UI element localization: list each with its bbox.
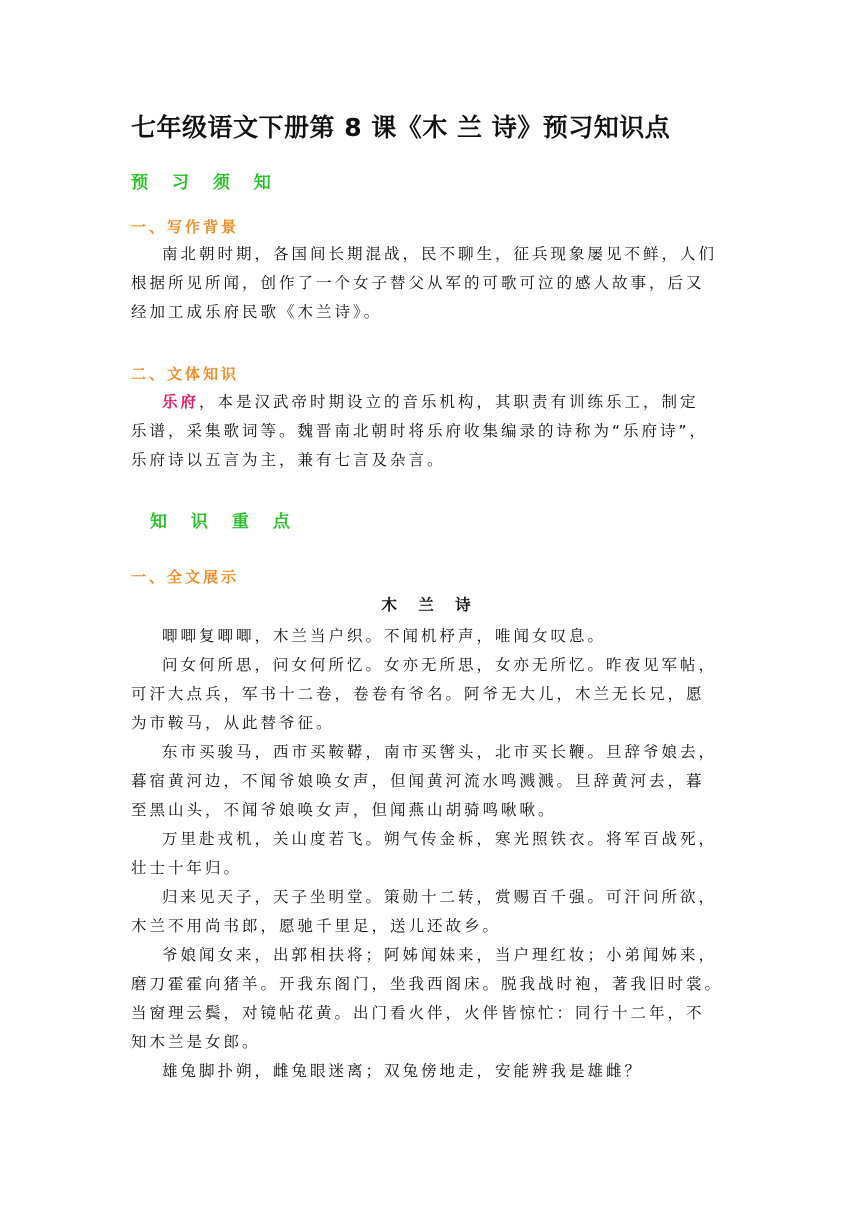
text-line: 经加工成乐府民歌《木兰诗》。: [131, 303, 383, 321]
poem-line: 东市买骏马，西市买鞍鞯，南市买辔头，北市买长鞭。旦辞爷娘去，: [162, 743, 718, 761]
text-line: 乐谱，采集歌词等。魏晋南北朝时将乐府收集编录的诗称为“乐府诗”，: [131, 422, 709, 440]
poem-line: 至黑山头，不闻爷娘唤女声，但闻燕山胡骑鸣啾啾。: [131, 801, 557, 819]
document-title: 七年级语文下册第 8 课《木 兰 诗》预习知识点: [131, 113, 671, 142]
poem-line: 壮士十年归。: [131, 859, 243, 877]
heading-writing-background: 一、写作背景: [131, 218, 240, 236]
poem-line: 万里赴戎机，关山度若飞。朔气传金柝，寒光照铁衣。将军百战死，: [162, 830, 718, 848]
text-line: 根据所见所闻，创作了一个女子替父从军的可歌可泣的感人故事，后又: [131, 274, 705, 292]
poem-line: 暮宿黄河边，不闻爷娘唤女声，但闻黄河流水鸣溅溅。旦辞黄河去，暮: [131, 772, 705, 790]
heading-full-text: 一、全文展示: [131, 568, 240, 586]
heading-genre-knowledge: 二、文体知识: [131, 365, 240, 383]
section-heading-preview: 预 习 须 知: [131, 173, 280, 193]
paragraph-writing-background: [131, 240, 727, 327]
poem-line: 唧唧复唧唧，木兰当户织。不闻机杼声，唯闻女叹息。: [162, 627, 607, 645]
poem-title: 木 兰 诗: [381, 596, 479, 614]
poem-line: 当窗理云鬓，对镜帖花黄。出门看火伴，火伴皆惊忙：同行十二年，不: [131, 1004, 705, 1022]
poem-line: 磨刀霍霍向猪羊。开我东阁门，坐我西阁床。脱我战时袍，著我旧时裳。: [131, 975, 724, 993]
text-line: [131, 388, 727, 417]
text-span: ，本是汉武帝时期设立的音乐机构，其职责有训练乐工，制定: [199, 393, 699, 411]
poem-line: 为市鞍马，从此替爷征。: [131, 714, 335, 732]
text-line: 乐府诗以五言为主，兼有七言及杂言。: [131, 451, 446, 469]
keyword-yuefu: 乐府: [162, 393, 200, 411]
poem-line: 可汗大点兵，军书十二卷，卷卷有爷名。阿爷无大儿，木兰无长兄，愿: [131, 685, 705, 703]
poem-line: 雄兔脚扑朔，雌兔眼迷离；双兔傍地走，安能辨我是雄雌？: [162, 1062, 644, 1080]
text-line: 南北朝时期，各国间长期混战，民不聊生，征兵现象屡见不鲜，人们: [162, 245, 718, 263]
paragraph-genre-knowledge: [131, 388, 727, 475]
poem-line: 归来见天子，天子坐明堂。策勋十二转，赏赐百千强。可汗问所欲，: [162, 888, 718, 906]
poem-line: 木兰不用尚书郎，愿驰千里足，送儿还故乡。: [131, 917, 502, 935]
poem-body: [131, 622, 727, 1086]
poem-line: 知木兰是女郎。: [131, 1033, 261, 1051]
poem-line: 爷娘闻女来，出郭相扶将；阿姊闻妹来，当户理红妆；小弟闻姊来，: [162, 946, 718, 964]
section-heading-key-points: 知 识 重 点: [150, 512, 299, 532]
poem-line: 问女何所思，问女何所忆。女亦无所思，女亦无所忆。昨夜见军帖，: [162, 656, 718, 674]
